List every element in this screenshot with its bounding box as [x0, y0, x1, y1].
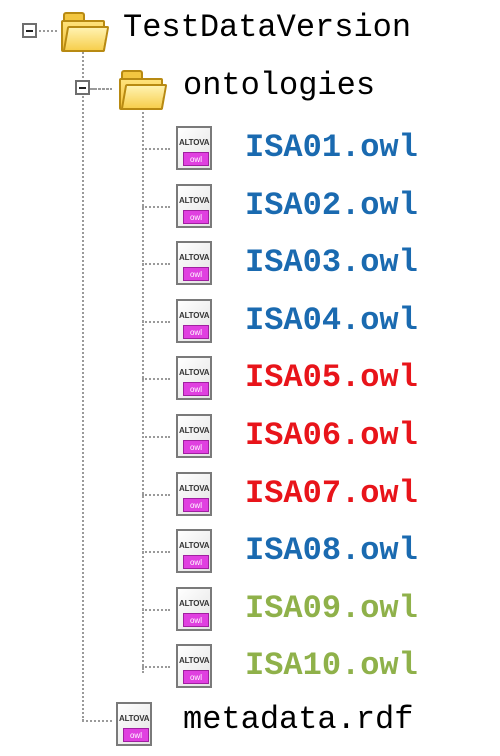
tree-connector-file	[142, 551, 170, 553]
altova-file-icon: ALTOVA owl	[170, 241, 216, 285]
tree-node-owl-file[interactable]: ISA08.owl	[245, 532, 418, 569]
tree-node-owl-file[interactable]: ISA05.owl	[245, 359, 418, 396]
tree-node-owl-file[interactable]: ISA01.owl	[245, 129, 418, 166]
tree-node-metadata-rdf[interactable]: metadata.rdf	[183, 701, 414, 738]
tree-node-owl-file[interactable]: ISA07.owl	[245, 475, 418, 512]
altova-file-icon: ALTOVA owl	[170, 414, 216, 458]
altova-file-icon: ALTOVA owl	[170, 299, 216, 343]
tree-connector-file	[142, 263, 170, 265]
altova-file-icon: ALTOVA owl	[170, 529, 216, 573]
tree-connector-file	[142, 148, 170, 150]
tree-node-testdataversion[interactable]: TestDataVersion	[123, 9, 412, 46]
altova-file-icon: ALTOVA owl	[110, 702, 156, 746]
altova-file-icon: ALTOVA owl	[170, 126, 216, 170]
tree-connector-file	[142, 206, 170, 208]
tree-node-owl-file[interactable]: ISA09.owl	[245, 590, 418, 627]
tree-connector-file	[142, 609, 170, 611]
tree-node-owl-file[interactable]: ISA06.owl	[245, 417, 418, 454]
tree-connector-file	[142, 666, 170, 668]
tree-node-owl-file[interactable]: ISA03.owl	[245, 244, 418, 281]
tree-connector-file	[142, 494, 170, 496]
tree-connector-file	[142, 378, 170, 380]
altova-file-icon: ALTOVA owl	[170, 356, 216, 400]
tree-connector-metadata	[82, 720, 112, 722]
tree-node-ontologies[interactable]: ontologies	[183, 67, 376, 104]
tree-node-owl-file[interactable]: ISA02.owl	[245, 187, 418, 224]
altova-file-icon: ALTOVA owl	[170, 472, 216, 516]
folder-icon	[117, 68, 163, 108]
tree-connector-root-toggle	[39, 30, 57, 32]
collapse-toggle-ontologies[interactable]	[75, 80, 90, 95]
altova-file-icon: ALTOVA owl	[170, 587, 216, 631]
tree-node-owl-file[interactable]: ISA04.owl	[245, 302, 418, 339]
folder-icon	[59, 10, 105, 50]
tree-connector-root	[82, 45, 84, 721]
tree-connector-ontologies-children	[142, 105, 144, 673]
tree-connector-file	[142, 321, 170, 323]
tree-connector-file	[142, 436, 170, 438]
tree-connector-ontologies-toggle	[92, 88, 112, 90]
tree-node-owl-file[interactable]: ISA10.owl	[245, 647, 418, 684]
altova-file-icon: ALTOVA owl	[170, 644, 216, 688]
altova-file-icon: ALTOVA owl	[170, 184, 216, 228]
collapse-toggle-testdataversion[interactable]	[22, 23, 37, 38]
